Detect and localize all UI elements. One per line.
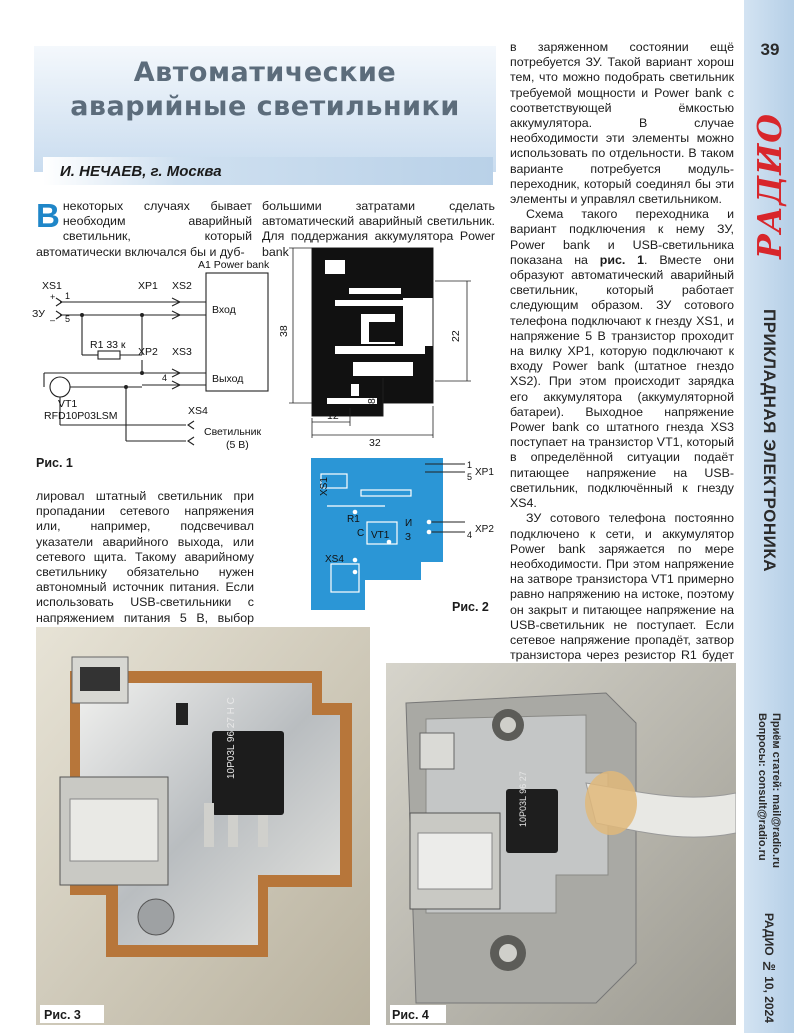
intro-paragraph-cont: большими затратами сделать автоматический аварийный светильник. Для поддержания аккумулятора Power bank (262, 199, 495, 259)
fig2-xp2: XP2 (475, 524, 494, 535)
photo-assembled-module (386, 663, 736, 1025)
dim-22: 22 (450, 330, 462, 342)
dim-32: 32 (369, 437, 381, 448)
drop-cap: В (36, 197, 60, 234)
page-number: 39 (760, 40, 780, 59)
dim-12: 12 (327, 410, 339, 422)
label-vt1-part: RFD10P03LSM (44, 410, 118, 422)
label-vhod: Вход (212, 304, 236, 316)
fig2-c: С (357, 528, 365, 539)
fig2-z: З (405, 532, 412, 543)
contact-submit: Приём статей: mail@radio.ru (770, 712, 782, 868)
pin-minus: – (50, 315, 56, 325)
dim-38: 38 (278, 325, 290, 337)
issue-label (744, 905, 794, 1030)
label-xs3: XS3 (172, 346, 192, 358)
author: И. НЕЧАЕВ, г. Москва (60, 163, 222, 180)
fig2-xp1: XP1 (475, 467, 494, 478)
issue-text: РАДИО № 10, 2024 (762, 912, 776, 1023)
title-line-1: Автоматические (133, 57, 397, 88)
intro-paragraph: некоторых случаях бывает необходим аварийный светильник, который автоматически включался бы и дуб- (36, 199, 252, 259)
pcb-drawing (275, 238, 495, 448)
label-r1: R1 33 к (90, 339, 126, 351)
pin-1: 1 (65, 291, 71, 301)
fig3-chip-marking: 10P03L 96 27 H C (226, 697, 237, 779)
contact-questions: Вопросы: consult@radio.ru (756, 712, 768, 861)
figure-ref: рис. 1 (599, 252, 645, 267)
logo-text: РАДИО (749, 113, 789, 259)
paragraph-2-a: Схема такого переходника и вариант подключения к нему ЗУ, Power bank и USB-светильника показана на (510, 207, 734, 267)
contacts (744, 700, 794, 880)
pin-5: 5 (65, 314, 71, 324)
label-svetilnik-v: (5 В) (226, 439, 249, 451)
label-xs4: XS4 (188, 405, 208, 417)
fig4-chip-marking: 10P03L 96 27 (518, 771, 528, 827)
label-xs1: XS1 (42, 280, 62, 292)
fig4-caption: Рис. 4 (392, 1008, 429, 1022)
label-xp1: XP1 (138, 280, 158, 292)
label-zu: ЗУ (32, 308, 45, 320)
fig2-pin1: 1 (467, 460, 473, 470)
label-xs2: XS2 (172, 280, 192, 292)
title-line-2: аварийные светильники (70, 91, 460, 122)
fig2-xs1: XS1 (319, 477, 330, 496)
dim-8: 8 (366, 398, 378, 404)
section-label: ПРИКЛАДНАЯ ЭЛЕКТРОНИКА (760, 308, 779, 572)
label-vt1: VT1 (58, 398, 78, 410)
section-title (744, 275, 794, 605)
fig2-pin4: 4 (467, 530, 473, 540)
paragraph-2-b: . Вместе они образуют автоматический аварийный светильник, который работает следующим образом. ЗУ сотового телефона подключают к гнезду XS1, и напряжение 5 В транзистор проходит на вилку XP1, которую подключают к входу Power bank (штатное гнездо XS2). При этом происходит зарядка его аккумулятора (аккумуляторной батареи). Выходное напряжение Power bank со штатного гнезда XS3 поступает на транзистор VT1, который в определённой ситуации подаёт питающее напряжение на USB-светильник, подключённый к гнезду XS4. (510, 252, 734, 511)
pin-4: 4 (162, 373, 168, 383)
fig2-caption: Рис. 2 (452, 600, 489, 614)
schematic-diagram (30, 255, 280, 455)
label-power-bank: A1 Power bank (198, 259, 270, 271)
fig2-vt1: VT1 (371, 530, 390, 541)
magazine-logo (744, 86, 794, 286)
label-xp2: XP2 (138, 346, 158, 358)
fig2-xs4: XS4 (325, 554, 344, 565)
paragraph-1: в заряженном состоянии ещё потребуется ЗУ. Такой вариант хорош тем, что можно подобрать светильник требуемой мощности и Power bank с соответствующей ёмкостью аккумулятора. В случае необходимости эти элементы можно использовать по отдельности. В таком варианте потребуется модуль-переходник, который соединял бы эти элементы и управлял светильником. (510, 40, 734, 207)
photo-pcb-module (36, 627, 370, 1025)
body-paragraph: лировал штатный светильник при пропадании сетевого напряжения или, например, подсвечивал указатели аварийного выхода, или сетевого щита. Такому аварийному светильнику обязательно нужен автономный источник питания. Если использовать USB-светильники с напряжением питания 5 В, выбор (36, 489, 254, 625)
fig1-caption: Рис. 1 (36, 456, 73, 470)
fig2-i: И (405, 518, 413, 529)
label-vyhod: Выход (212, 373, 244, 385)
fig2-r1: R1 (347, 514, 360, 525)
fig3-caption: Рис. 3 (44, 1008, 81, 1022)
intro-text-col1 (36, 199, 252, 260)
article-title (34, 56, 496, 124)
paragraph-2 (510, 207, 734, 511)
fig2-pin5: 5 (467, 472, 473, 482)
component-layout (305, 452, 505, 622)
label-svetilnik: Светильник (204, 426, 262, 438)
paragraph-3: ЗУ сотового телефона постоянно подключено к сети, и аккумулятор Power bank заряжается по мере необходимости. При этом напряжение на затворе транзистора VT1 примерно равно напряжению на истоке, поэтому он закрыт и питающее напряжение на USB-светильник не поступает. Если сетевое напряжение пропадёт, затвор транзистора через резистор R1 будет (510, 511, 734, 663)
pin-plus: + (50, 292, 56, 302)
